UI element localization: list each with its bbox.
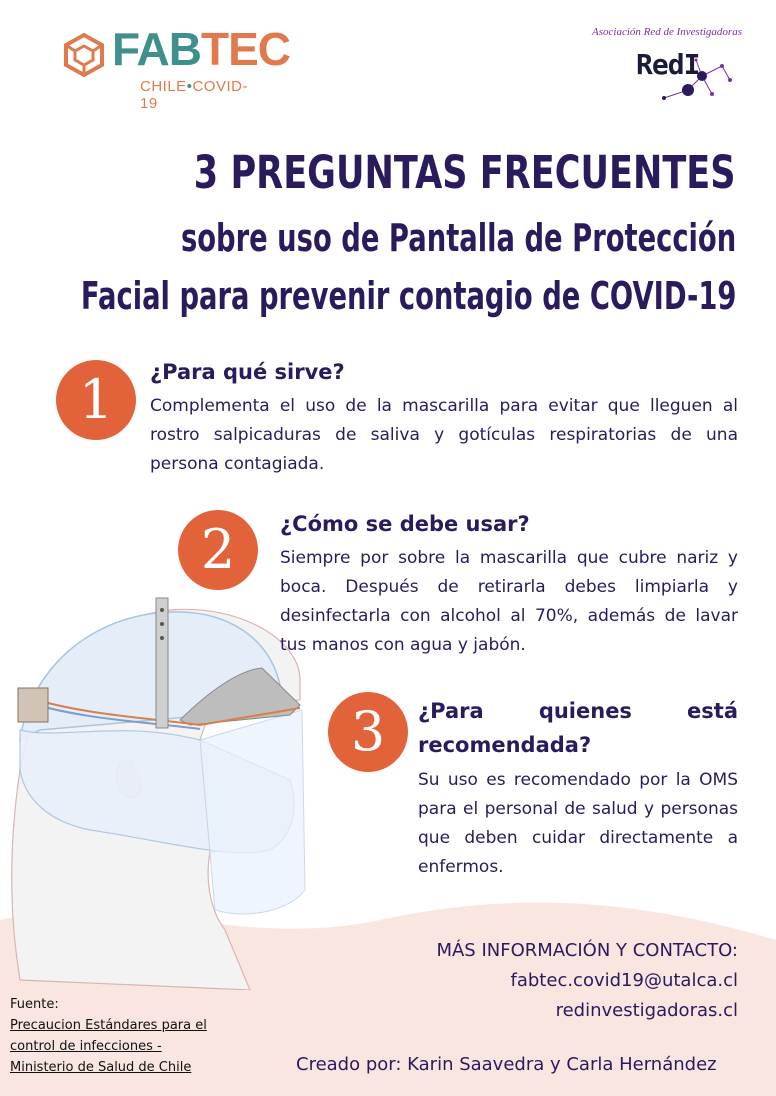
redi-association: Asociación Red de Investigadoras [592, 26, 742, 38]
question-3-text: Su uso es recomendado por la OMS para el personal de salud y personas que deben cuidar directamente a enfermos. [418, 770, 738, 877]
fabtec-subtitle: CHILE•COVID-19 [140, 78, 248, 112]
fabtec-hex-icon [62, 32, 106, 78]
fabtec-logo [62, 23, 290, 112]
credits: Creado por: Karin Saavedra y Carla Hernández [296, 1054, 717, 1075]
question-1-title: ¿Para qué sirve? [150, 360, 345, 384]
contact-heading: MÁS INFORMACIÓN Y CONTACTO: [436, 940, 738, 961]
question-3-number: 3 [328, 692, 408, 772]
source-label: Fuente: [10, 997, 59, 1012]
redi-name: RedI [636, 48, 700, 81]
source-link-line-2[interactable]: control de infecciones - [10, 1039, 162, 1054]
contact-website[interactable]: redinvestigadoras.cl [555, 1000, 738, 1021]
contact-block [436, 936, 738, 1026]
source-link-line-1[interactable]: Precaucion Estándares para el [10, 1018, 207, 1033]
question-2-title: ¿Cómo se debe usar? [280, 512, 530, 536]
source-link-line-3[interactable]: Ministerio de Salud de Chile [10, 1060, 192, 1075]
question-1-text: Complementa el uso de la mascarilla para evitar que lleguen al rostro salpicaduras de saliva y gotículas respiratorias de una persona contagiada. [150, 396, 738, 474]
subtitle-line-1: sobre uso de Pantalla de Protección [180, 216, 736, 260]
question-3-title: ¿Para quienes está recomendada? [418, 699, 738, 757]
contact-email[interactable]: fabtec.covid19@utalca.cl [510, 970, 738, 991]
page-title: 3 PREGUNTAS FRECUENTES [194, 146, 736, 199]
redi-logo [592, 24, 742, 106]
source-block [10, 994, 207, 1078]
question-1-number: 1 [56, 360, 136, 440]
question-2-text: Siempre por sobre la mascarilla que cubre nariz y boca. Después de retirarla debes limpiarla y desinfectarla con alcohol al 70%, además de lavar tus manos con agua y jabón. [280, 548, 738, 655]
face-shield-illustration [0, 590, 320, 990]
question-2-number: 2 [178, 510, 258, 590]
subtitle-line-2: Facial para prevenir contagio de COVID-19 [80, 274, 736, 318]
fabtec-wordmark: FABTEC [112, 23, 290, 75]
